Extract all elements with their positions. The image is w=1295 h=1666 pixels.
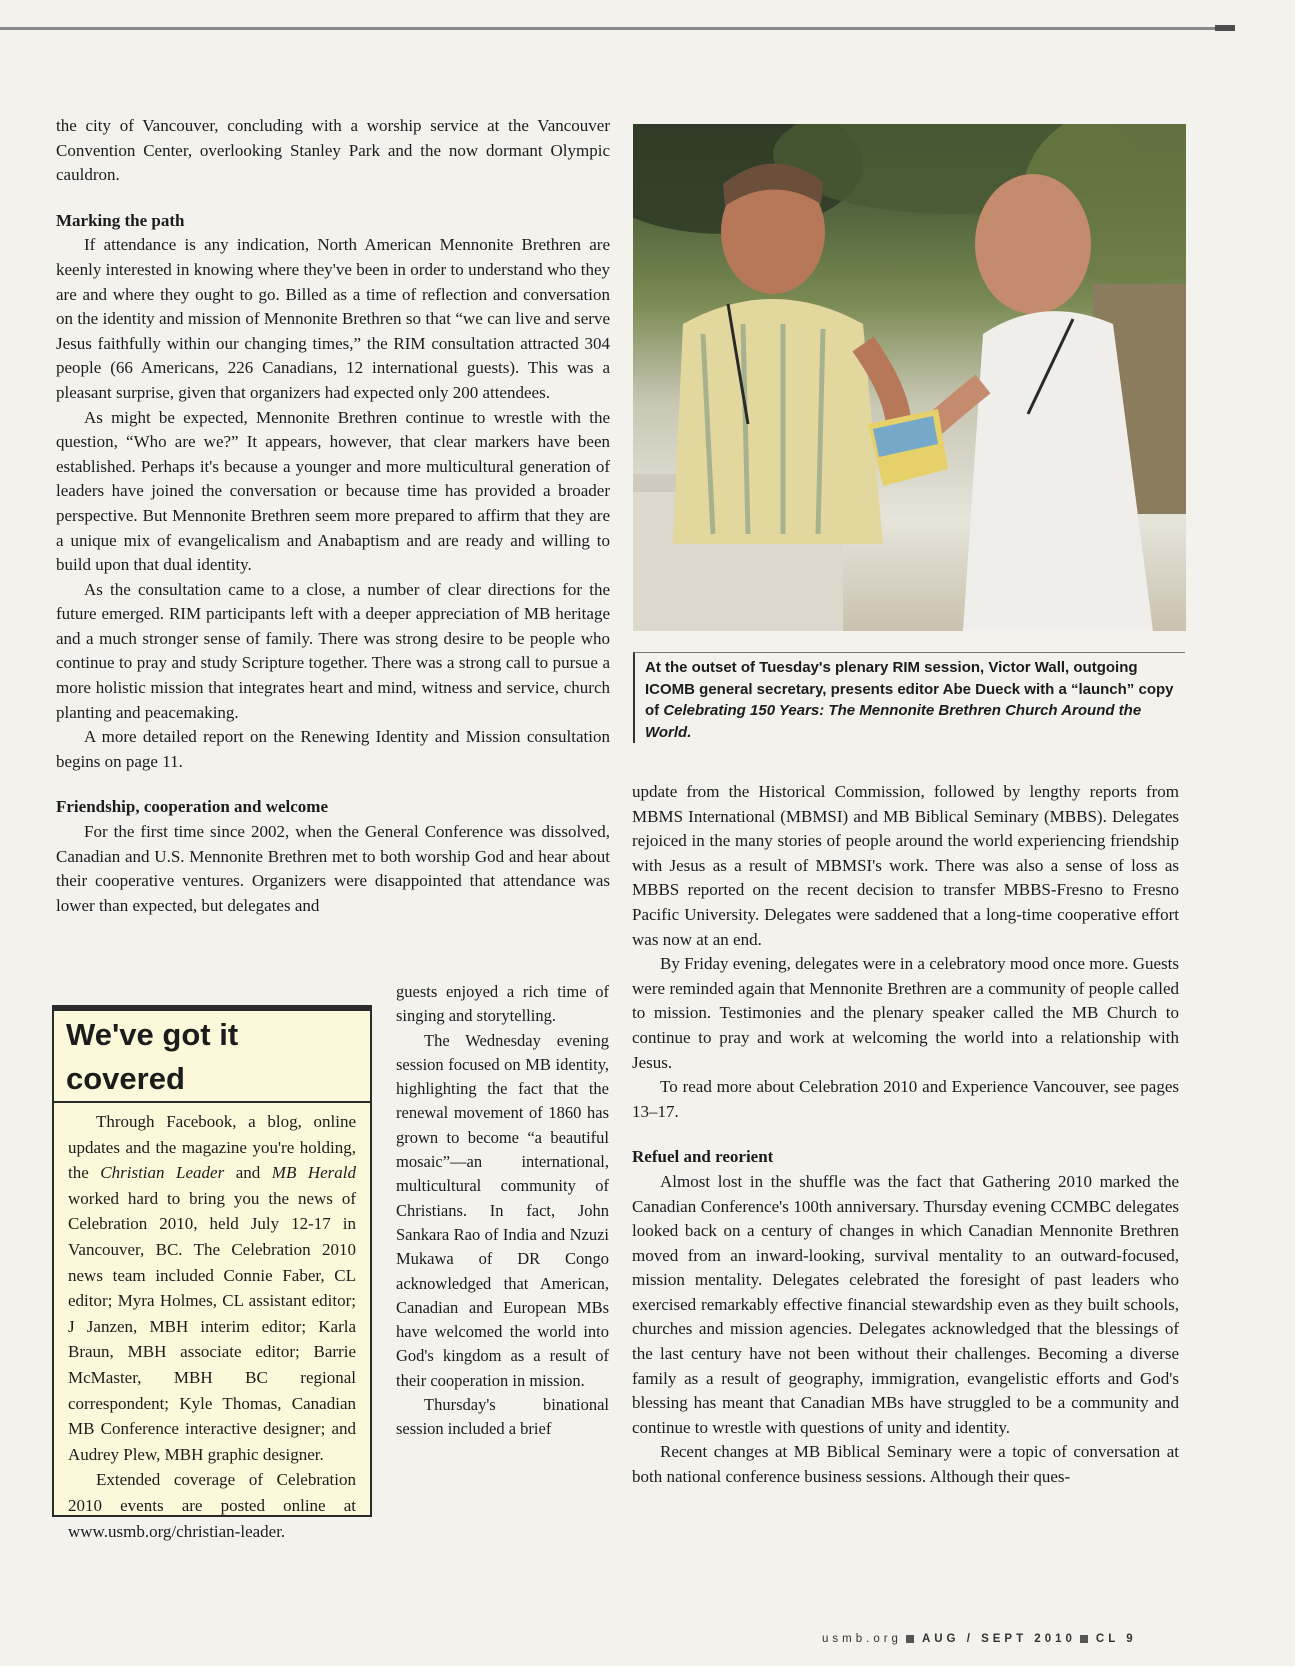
sidebar-title: We've got it covered (54, 1011, 370, 1103)
photo-handshake (633, 124, 1186, 631)
footer-page: CL 9 (1095, 1633, 1137, 1645)
body-paragraph: For the first time since 2002, when the General Conference was dissolved, Canadian and U.S. Mennonite Brethren met to both worship God and hear about their cooperative ventures. Organizers were disappointed that attendance was lower than expected, but delegates and (56, 822, 610, 915)
square-bullet-icon (1080, 1635, 1088, 1643)
intro-paragraph: the city of Vancouver, concluding with a worship service at the Vancouver Convention Center, overlooking Stanley Park and the now dormant Olympic cauldron. (56, 116, 610, 185)
page-footer (822, 1633, 1137, 1645)
body-paragraph: Thursday's binational session included a brief (396, 1395, 609, 1439)
left-column (56, 114, 610, 918)
body-paragraph: To read more about Celebration 2010 and Experience Vancouver, see pages 13–17. (632, 1077, 1179, 1121)
body-paragraph: As the consultation came to a close, a number of clear directions for the future emerged. RIM participants left with a deeper appreciation of MB heritage and a much stronger sense of family. There was strong desire to be people who continue to pray and study Scripture together. There was a strong call to pursue a more holistic mission that integrates heart and mind, witness and service, church planting and peacemaking. (56, 579, 610, 722)
body-paragraph: By Friday evening, delegates were in a celebratory mood once more. Guests were reminded again that Mennonite Brethren are a community of people called to mission. Testimonies and the plenary speaker called the MB Church to continue to pray and work at welcoming the world into a relationship with Jesus. (632, 954, 1179, 1072)
body-paragraph: As might be expected, Mennonite Brethren continue to wrestle with the question, “Who are we?” It appears, however, that clear markers have been established. Perhaps it's because a younger and more multicultural generation of leaders have joined the conversation or because time has provided a broader perspective. But Mennonite Brethren seem more prepared to affirm that they are a unique mix of evangelicalism and Anabaptism and are ready and willing to build upon that dual identity. (56, 407, 610, 575)
body-paragraph: Recent changes at MB Biblical Seminary were a topic of conversation at both national conference business sessions. Although their ques- (632, 1442, 1179, 1487)
right-column (632, 780, 1179, 1490)
sidebar-paragraph: Extended coverage of Celebration 2010 events are posted online at www.usmb.org/christian-leader. (68, 1470, 356, 1541)
body-paragraph: guests enjoyed a rich time of singing and storytelling. (396, 982, 609, 1026)
body-paragraph: update from the Historical Commission, followed by lengthy reports from MBMS International (MBMSI) and MB Biblical Seminary (MBBS). Delegates rejoiced in the many stories of people around the world experiencing friendship with Jesus as a result of MBMSI's work. There was also a sense of loss as MBBS reported on the recent decision to transfer MBBS-Fresno to Fresno Pacific University. Delegates were saddened that a long-time cooperative effort was now at an end. (632, 782, 1179, 949)
body-paragraph: The Wednesday evening session focused on MB identity, highlighting the fact that the renewal movement of 1860 has grown to become “a beautiful mosaic”—an international, multicultural community of Christians. In fact, John Sankara Rao of India and Nzuzi Mukawa of DR Congo acknowledged that American, Canadian and European MBs have welcomed the world into God's kingdom as a result of their cooperation in mission. (396, 1030, 609, 1390)
photo-illustration (633, 124, 1186, 631)
footer-issue: AUG / SEPT 2010 (921, 1633, 1076, 1645)
section-heading-refuel: Refuel and reorient (632, 1147, 774, 1167)
photo-caption: At the outset of Tuesday's plenary RIM session, Victor Wall, outgoing ICOMB general secretary, presents editor Abe Dueck with a “launch” copy of Celebrating 150 Years: The Mennonite Brethren Church Around the World. (633, 652, 1185, 743)
section-heading-friendship: Friendship, cooperation and welcome (56, 797, 328, 817)
body-paragraph: Almost lost in the shuffle was the fact that Gathering 2010 marked the Canadian Conference's 100th anniversary. Thursday evening CCMBC delegates looked back on a century of changes in which Canadian Mennonite Brethren moved from an inward-looking, survival mentality to an outward-focused, mission mentality. Delegates celebrated the foresight of past leaders who exercised remarkably effective financial stewardship even as they built schools, churches and mission agencies. Delegates acknowledged that the blessings of the last century have not been without their challenges. Becoming a diverse family as a result of geography, immigration, evangelistic efforts and God's blessing has meant that Canadian MBs have struggled to be a community and continue to wrestle with questions of unity and identity. (632, 1171, 1179, 1437)
top-rule (0, 27, 1235, 30)
section-heading-marking: Marking the path (56, 210, 185, 230)
sidebar-paragraph: Through Facebook, a blog, online updates and the magazine you're holding, the Christian Leader and MB Herald worked hard to bring you the news of Celebration 2010, held July 12-17 in Vancouver, BC. The Celebration 2010 news team included Connie Faber, CL editor; Myra Holmes, CL assistant editor; J Janzen, MBH interim editor; Karla Braun, MBH associate editor; Barrie McMaster, MBH BC regional correspondent; Kyle Thomas, Canadian MB Conference interactive designer; and Audrey Plew, MBH graphic designer. (68, 1112, 356, 1464)
sidebar-box (52, 1005, 372, 1541)
footer-site: usmb.org (822, 1633, 902, 1645)
square-bullet-icon (906, 1635, 914, 1643)
body-paragraph: If attendance is any indication, North American Mennonite Brethren are keenly interested in knowing where they've been in order to understand who they are and where they ought to go. Billed as a time of reflection and conversation on the identity and mission of Mennonite Brethren so that “we can live and serve Jesus faithfully within our changing times,” the RIM consultation attracted 304 people (66 Americans, 226 Canadians, 12 international guests). This was a pleasant surprise, given that organizers had expected only 200 attendees. (56, 235, 610, 402)
middle-column (396, 980, 609, 1442)
body-paragraph: A more detailed report on the Renewing Identity and Mission consultation begins on page 11. (56, 727, 610, 771)
